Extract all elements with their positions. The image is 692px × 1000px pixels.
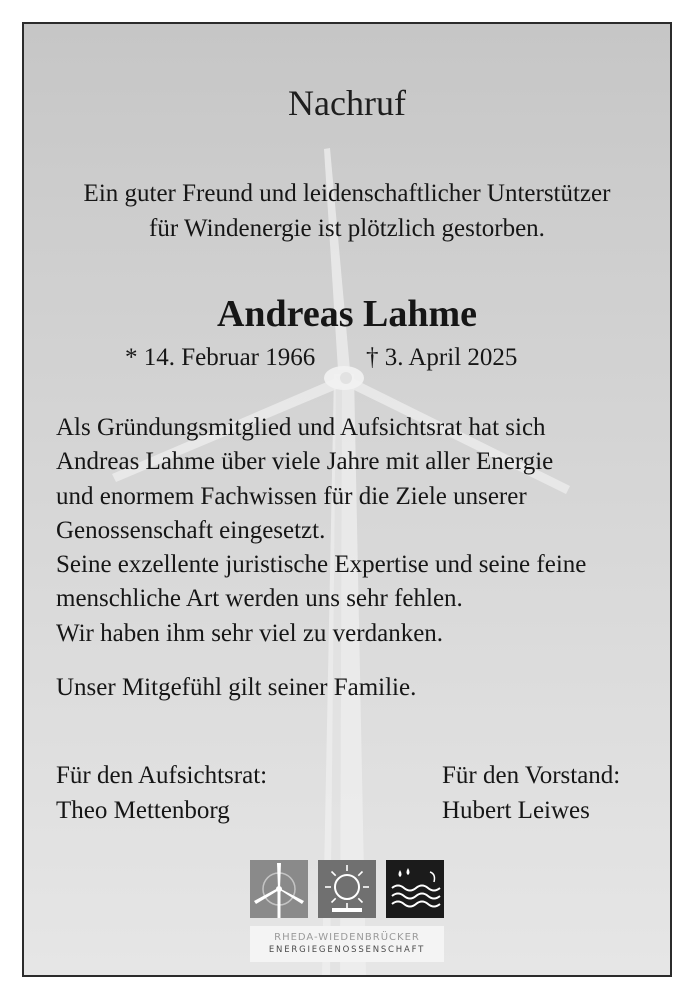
tribute-line: Genossenschaft eingesetzt. <box>56 516 326 544</box>
cooperative-logo <box>250 860 444 966</box>
logo-text-plate <box>250 926 444 962</box>
intro-line: Ein guter Freund und leidenschaftlicher Unterstützer <box>83 180 611 207</box>
water-wave-icon <box>386 860 444 918</box>
tribute-line: Als Gründungsmitglied und Aufsichtsrat hat sich <box>56 414 546 441</box>
wind-turbine-icon <box>250 860 308 918</box>
condolence-text: Unser Mitgefühl gilt seiner Familie. <box>56 674 417 701</box>
signature-name: Hubert Leiwes <box>442 797 590 824</box>
intro-line: für Windenergie ist plötzlich gestorben. <box>149 215 545 242</box>
logo-tiles <box>250 860 444 918</box>
signature-executive-board <box>442 758 620 828</box>
tribute-text <box>56 411 656 651</box>
signature-role: Für den Vorstand: <box>442 762 621 789</box>
tribute-line: Seine exzellente juristische Expertise und seine feine <box>56 551 587 579</box>
signature-name: Theo Mettenborg <box>56 797 230 824</box>
tribute-line: Andreas Lahme über viele Jahre mit aller Energie <box>56 448 554 476</box>
logo-line-cooperative: ENERGIEGENOSSENSCHAFT <box>268 945 426 955</box>
signature-supervisory-board <box>56 758 267 828</box>
signature-role: Für den Aufsichtsrat: <box>56 762 268 789</box>
notice-frame <box>22 22 672 977</box>
intro-text <box>24 176 670 246</box>
deceased-name: Andreas Lahme <box>216 293 478 335</box>
sun-icon <box>318 860 376 918</box>
death-date: † 3. April 2025 <box>366 344 518 371</box>
notice-title: Nachruf <box>288 83 406 123</box>
tribute-line: menschliche Art werden uns sehr fehlen. <box>56 585 463 613</box>
logo-line-city: RHEDA-WIEDENBRÜCKER <box>274 932 420 943</box>
tribute-line: und enormem Fachwissen für die Ziele unserer <box>56 482 527 510</box>
tribute-line: Wir haben ihm sehr viel zu verdanken. <box>56 619 444 647</box>
birth-date: * 14. Februar 1966 <box>125 344 316 371</box>
